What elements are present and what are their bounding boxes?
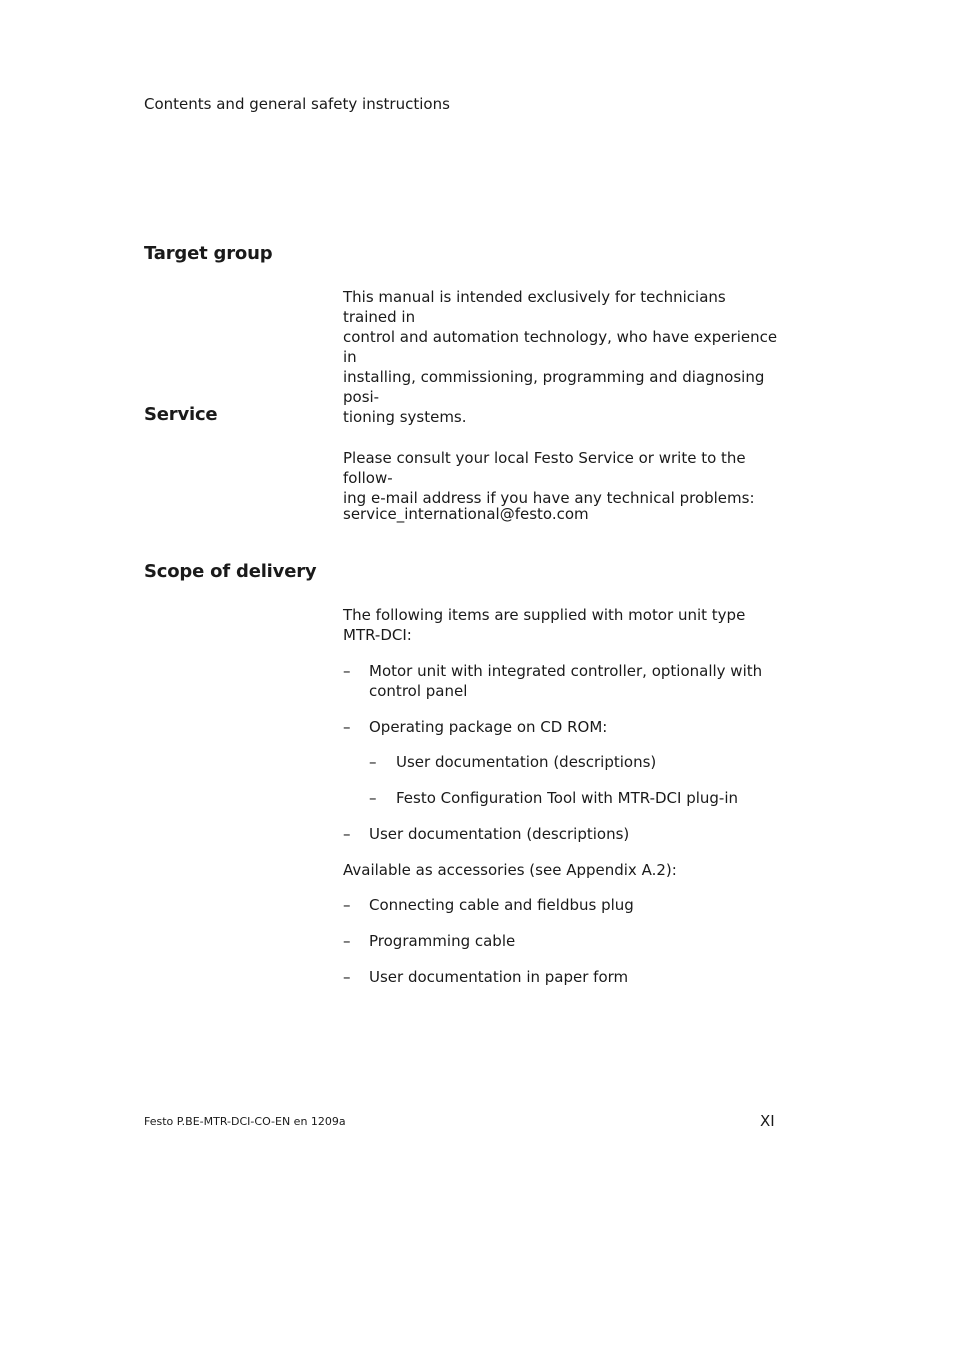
accessories-intro: Available as accessories (see Appendix A.2): (343, 861, 677, 879)
scope-intro (343, 605, 783, 645)
list-item (343, 661, 763, 701)
heading-scope-of-delivery: Scope of delivery (144, 561, 317, 582)
list-item (343, 895, 763, 915)
list-dash: – (343, 662, 351, 680)
scope-intro-line: MTR-DCI: (343, 626, 412, 644)
list-item-text: Programming cable (369, 932, 516, 950)
footer-doc-id: Festo P.BE-MTR-DCI-CO-EN en 1209a (144, 1115, 346, 1128)
sub-list-item (369, 788, 789, 808)
list-item-text: User documentation (descriptions) (369, 825, 630, 843)
page-number: XI (760, 1112, 775, 1130)
target-group-line: installing, commissioning, programming and diagnosing posi- (343, 368, 765, 406)
running-header: Contents and general safety instructions (144, 95, 450, 113)
service-line: ing e-mail address if you have any technical problems: (343, 489, 755, 507)
sub-list-item-text: Festo Configuration Tool with MTR-DCI plug-in (396, 789, 739, 807)
list-item-text: Connecting cable and fieldbus plug (369, 896, 634, 914)
list-item (343, 824, 763, 844)
list-dash: – (343, 968, 351, 986)
list-item (343, 967, 763, 987)
list-item (343, 931, 763, 951)
target-group-paragraph (343, 287, 783, 427)
heading-target-group: Target group (144, 243, 273, 264)
list-dash: – (369, 753, 377, 771)
sub-list-item-text: User documentation (descriptions) (396, 753, 657, 771)
target-group-line: This manual is intended exclusively for technicians trained in (343, 288, 726, 326)
list-dash: – (343, 932, 351, 950)
list-dash: – (343, 825, 351, 843)
heading-service: Service (144, 404, 218, 425)
list-item-line: Motor unit with integrated controller, optionally with (369, 662, 763, 680)
service-line: Please consult your local Festo Service or write to the follow- (343, 449, 746, 487)
scope-intro-line: The following items are supplied with motor unit type (343, 606, 746, 624)
target-group-line: control and automation technology, who have experience in (343, 328, 778, 366)
list-dash: – (343, 896, 351, 914)
list-item-text: User documentation in paper form (369, 968, 629, 986)
list-dash: – (369, 789, 377, 807)
target-group-line: tioning systems. (343, 408, 467, 426)
service-paragraph (343, 448, 783, 508)
sub-list-item (369, 752, 789, 772)
list-item-text: Operating package on CD ROM: (369, 718, 608, 736)
service-email[interactable]: service_international@festo.com (343, 505, 589, 523)
list-item (343, 717, 763, 737)
list-dash: – (343, 718, 351, 736)
list-item-line: control panel (369, 682, 468, 700)
